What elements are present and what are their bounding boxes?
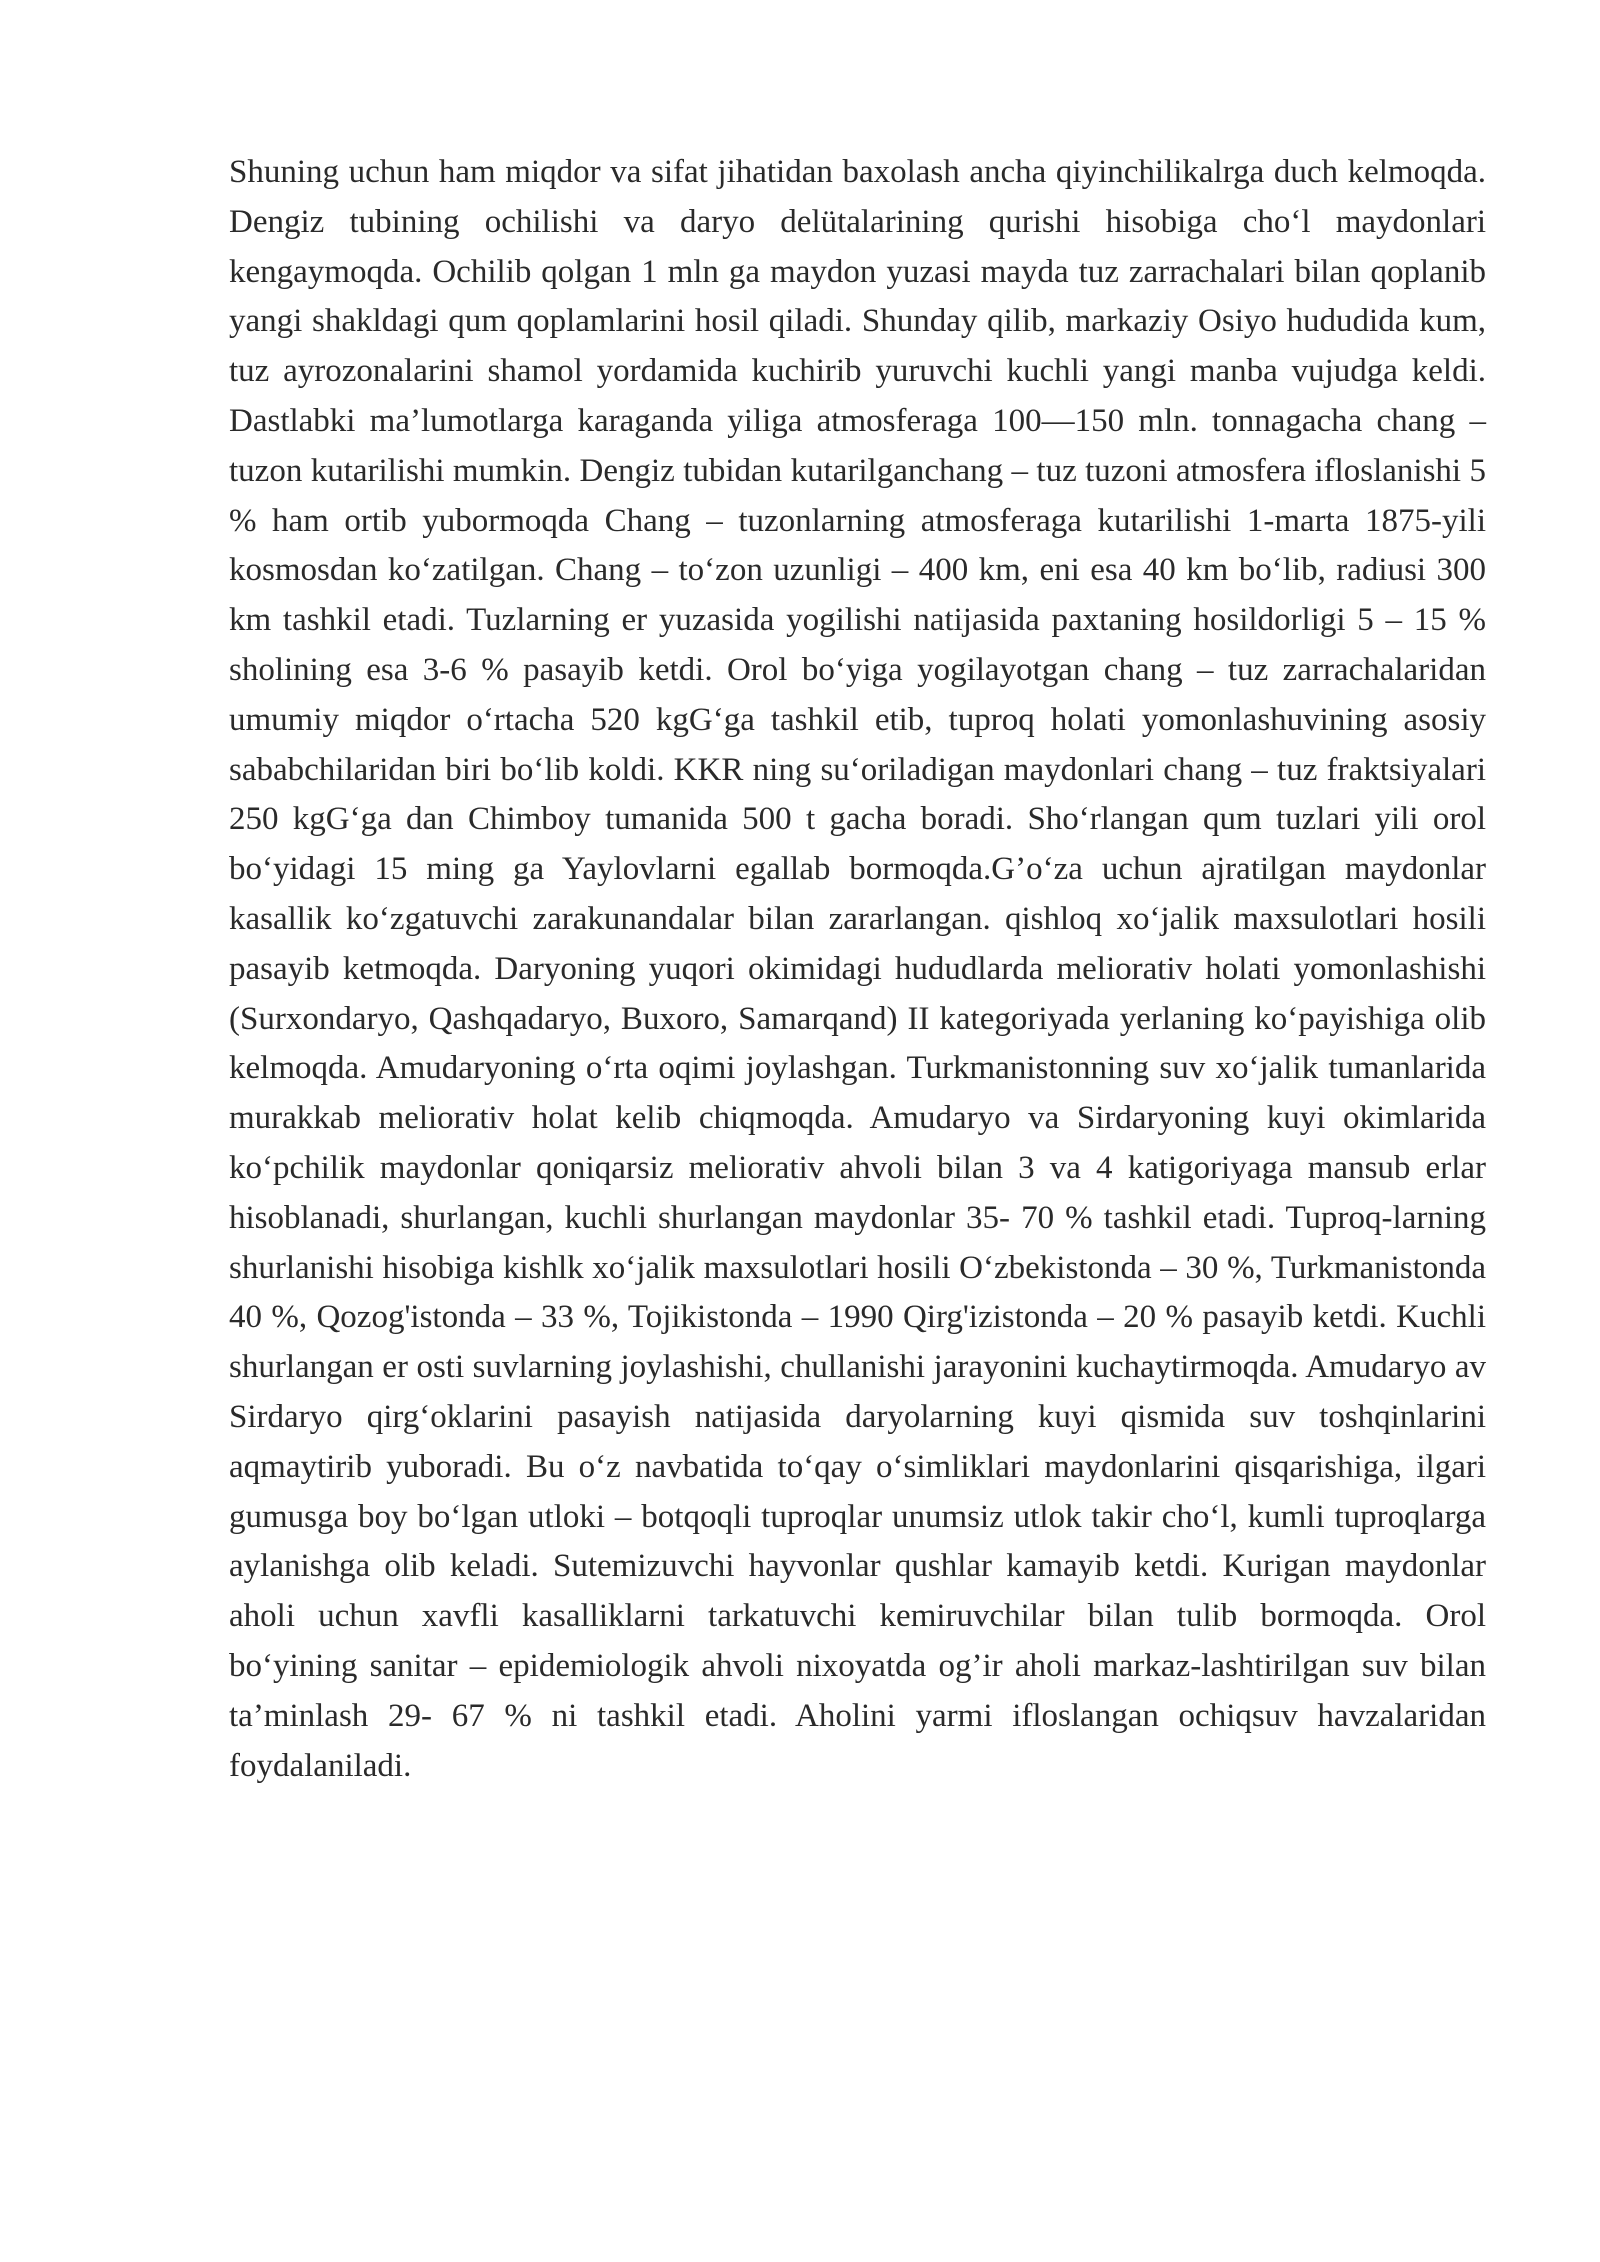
body-paragraph: Shuning uchun ham miqdor va sifat jihatidan baxolash ancha qiyinchilikalrga duch kelmoqda. Dengiz tubining ochilishi va daryo delütalarining qurishi hisobiga cho‘l maydonlari kengaymoqda. Ochilib qolgan 1 mln ga maydon yuzasi mayda tuz zarrachalari bilan qoplanib yangi shakldagi qum qoplamlarini hosil qiladi. Shunday qilib, markaziy Osiyo hududida kum, tuz ayrozonalarini shamol yordamida kuchirib yuruvchi kuchli yangi manba vujudga keldi. Dastlabki ma’lumotlarga karaganda yiliga atmosferaga 100—150 mln. tonnagacha chang – tuzon kutarilishi mumkin. Dengiz tubidan kutarilganchang – tuz tuzoni atmosfera ifloslanishi 5 % ham ortib yubormoqda Chang – tuzonlarning atmosferaga kutarilishi 1-marta 1875-yili kosmosdan ko‘zatilgan. Chang – to‘zon uzunligi – 400 km, eni esa 40 km bo‘lib, radiusi 300 km tashkil etadi. Tuzlarning er yuzasida yogilishi natijasida paxtaning hosildorligi 5 – 15 % sholining esa 3-6 % pasayib ketdi. Orol bo‘yiga yogilayotgan chang – tuz zarrachalaridan umumiy miqdor o‘rtacha 520 kgG‘ga tashkil etib, tuproq holati yomonlashuvining asosiy sababchilaridan biri bo‘lib koldi. KKR ning su‘oriladigan maydonlari chang – tuz fraktsiyalari 250 kgG‘ga dan Chimboy tumanida 500 t gacha boradi. Sho‘rlangan qum tuzlari yili orol bo‘yidagi 15 ming ga Yaylovlarni egallab bormoqda.G’o‘za uchun ajratilgan maydonlar kasallik ko‘zgatuvchi zarakunandalar bilan zararlangan. qishloq xo‘jalik maxsulotlari hosili pasayib ketmoqda. Daryoning yuqori okimidagi hududlarda meliorativ holati yomonlashishi (Surxondaryo, Qashqadaryo, Buxoro, Samarqand) II kategoriyada yerlaning ko‘payishiga olib kelmoqda. Amudaryoning o‘rta oqimi joylashgan. Turkmanistonning suv xo‘jalik tumanlarida murakkab meliorativ holat kelib chiqmoqda. Amudaryo va Sirdaryoning kuyi okimlarida ko‘pchilik maydonlar qoniqarsiz meliorativ ahvoli bilan 3 va 4 katigoriyaga mansub erlar hisoblanadi, shurlangan, kuchli shurlangan maydonlar 35- 70 % tashkil etadi. Tuproq-larning shurlanishi hisobiga kishlk xo‘jalik maxsulotlari hosili O‘zbekistonda – 30 %, Turkmanistonda 40 %, Qozog'istonda – 33 %, Tojikistonda – 1990 Qirg'izistonda – 20 % pasayib ketdi. Kuchli shurlangan er osti suvlarning joylashishi, chullanishi jarayonini kuchaytirmoqda. Amudaryo av Sirdaryo qirg‘oklarini pasayish natijasida daryolarning kuyi qismida suv toshqinlarini aqmaytirib yuboradi. Bu o‘z navbatida to‘qay o‘simliklari maydonlarini qisqarishiga, ilgari gumusga boy bo‘lgan utloki – botqoqli tuproqlar unumsiz utlok takir cho‘l, kumli tuproqlarga aylanishga olib keladi. Sutemizuvchi hayvonlar qushlar kamayib ketdi. Kurigan maydonlar aholi uchun xavfli kasalliklarni tarkatuvchi kemiruvchilar bilan tulib bormoqda. Orol bo‘yining sanitar – epidemiologik ahvoli nixoyatda og’ir aholi markaz-lashtirilgan suv bilan ta’minlash 29- 67 % ni tashkil etadi. Aholini yarmi ifloslangan ochiqsuv havzalaridan foydalaniladi.	[229, 154, 1486, 1784]
